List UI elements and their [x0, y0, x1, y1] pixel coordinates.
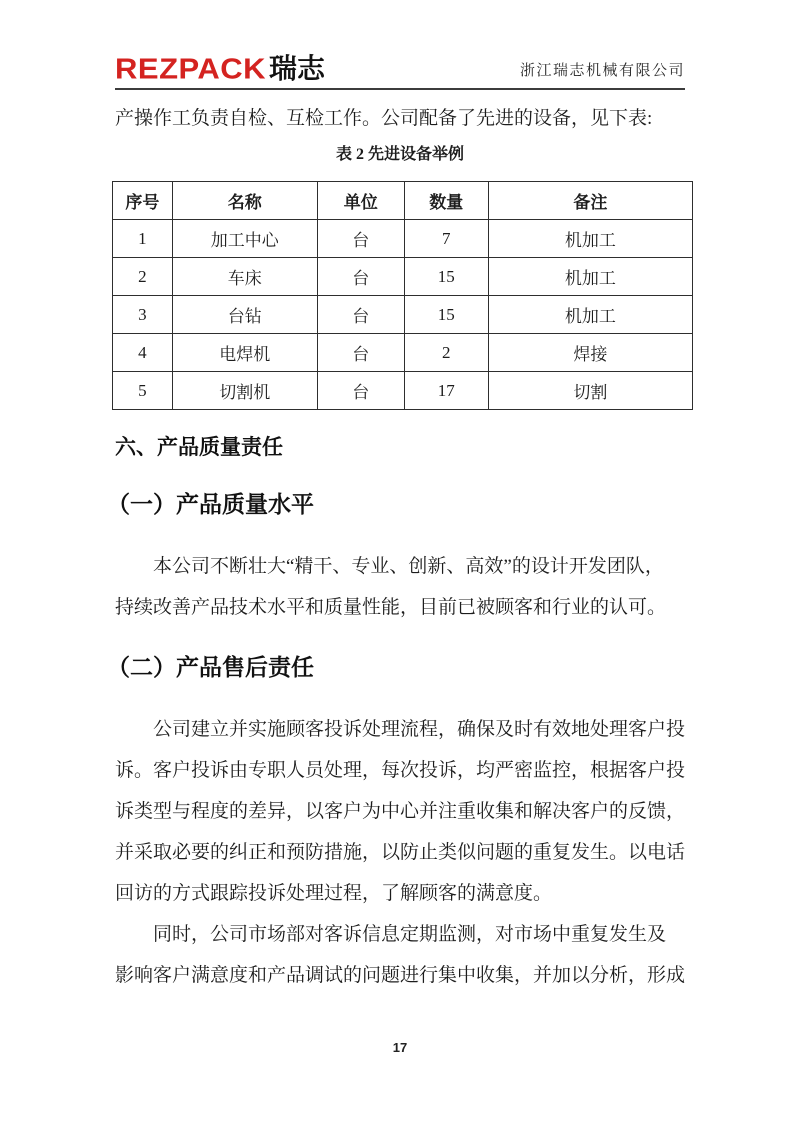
paragraph-line: 回访的方式跟踪投诉处理过程，了解顾客的满意度。 — [115, 883, 553, 904]
table-cell: 1 — [113, 220, 173, 258]
company-name: 浙江瑞志机械有限公司 — [519, 63, 685, 79]
table-header-cell: 备注 — [488, 182, 692, 220]
paragraph-quality-level — [115, 546, 685, 628]
table-cell: 台 — [317, 220, 404, 258]
intro-text: 产操作工负责自检、互检工作。公司配备了先进的设备，见下表: — [115, 108, 653, 129]
table-cell: 切割机 — [172, 372, 317, 410]
paragraph-complaint-process — [115, 709, 685, 914]
table-cell: 台 — [317, 372, 404, 410]
page-number: 17 — [392, 1040, 408, 1055]
page-header — [115, 0, 685, 83]
table-cell: 15 — [404, 296, 488, 334]
paragraph-line: 本公司不断壮大“精干、专业、创新、高效”的设计开发团队， — [153, 556, 664, 577]
table-cell: 车床 — [172, 258, 317, 296]
paragraph-line: 诉。客户投诉由专职人员处理，每次投诉，均严密监控，根据客户投 — [115, 760, 686, 781]
table-header-cell: 数量 — [404, 182, 488, 220]
table-cell: 台 — [317, 334, 404, 372]
table-caption: 表 2 先进设备举例 — [335, 146, 464, 163]
logo-text-cn: 瑞志 — [269, 53, 326, 84]
table-cell: 加工中心 — [172, 220, 317, 258]
table-cell: 15 — [404, 258, 488, 296]
table-cell: 4 — [113, 334, 173, 372]
company-logo — [115, 52, 325, 83]
paragraph-line: 影响客户满意度和产品调试的问题进行集中收集，并加以分析，形成 — [115, 965, 686, 986]
table-cell: 机加工 — [488, 220, 692, 258]
table-cell: 电焊机 — [172, 334, 317, 372]
table-header-row — [113, 182, 693, 220]
table-cell: 台钻 — [172, 296, 317, 334]
table-cell: 台 — [317, 296, 404, 334]
paragraph-market-monitoring — [115, 914, 685, 996]
page-content — [107, 104, 686, 996]
logo-text-en: REZPACK — [115, 52, 267, 85]
table-header-cell: 单位 — [317, 182, 404, 220]
table-cell: 5 — [113, 372, 173, 410]
table-cell: 台 — [317, 258, 404, 296]
table-cell: 机加工 — [488, 258, 692, 296]
table-cell: 17 — [404, 372, 488, 410]
table-header-cell: 名称 — [172, 182, 317, 220]
table-row — [113, 372, 693, 410]
paragraph-line: 诉类型与程度的差异，以客户为中心并注重收集和解决客户的反馈， — [115, 801, 686, 822]
paragraph-line: 持续改善产品技术水平和质量性能，目前已被顾客和行业的认可。 — [115, 597, 667, 618]
table-cell: 焊接 — [488, 334, 692, 372]
paragraph-line: 同时，公司市场部对客诉信息定期监测，对市场中重复发生及 — [153, 924, 667, 945]
section-heading-quality-responsibility: 六、产品质量责任 — [115, 436, 283, 459]
table-row — [113, 334, 693, 372]
table-cell: 切割 — [488, 372, 692, 410]
table-row — [113, 258, 693, 296]
table-cell: 7 — [404, 220, 488, 258]
equipment-table — [112, 181, 693, 410]
table-cell: 2 — [404, 334, 488, 372]
table-row — [113, 220, 693, 258]
table-cell: 2 — [113, 258, 173, 296]
subsection-heading-aftersales: （二）产品售后责任 — [107, 654, 314, 680]
subsection-heading-quality-level: （一）产品质量水平 — [107, 491, 314, 517]
paragraph-line: 并采取必要的纠正和预防措施，以防止类似问题的重复发生。以电话 — [115, 842, 686, 863]
table-cell: 3 — [113, 296, 173, 334]
table-row — [113, 296, 693, 334]
table-header-cell: 序号 — [113, 182, 173, 220]
table-cell: 机加工 — [488, 296, 692, 334]
header-divider — [115, 88, 685, 90]
paragraph-line: 公司建立并实施顾客投诉处理流程，确保及时有效地处理客户投 — [153, 719, 686, 740]
